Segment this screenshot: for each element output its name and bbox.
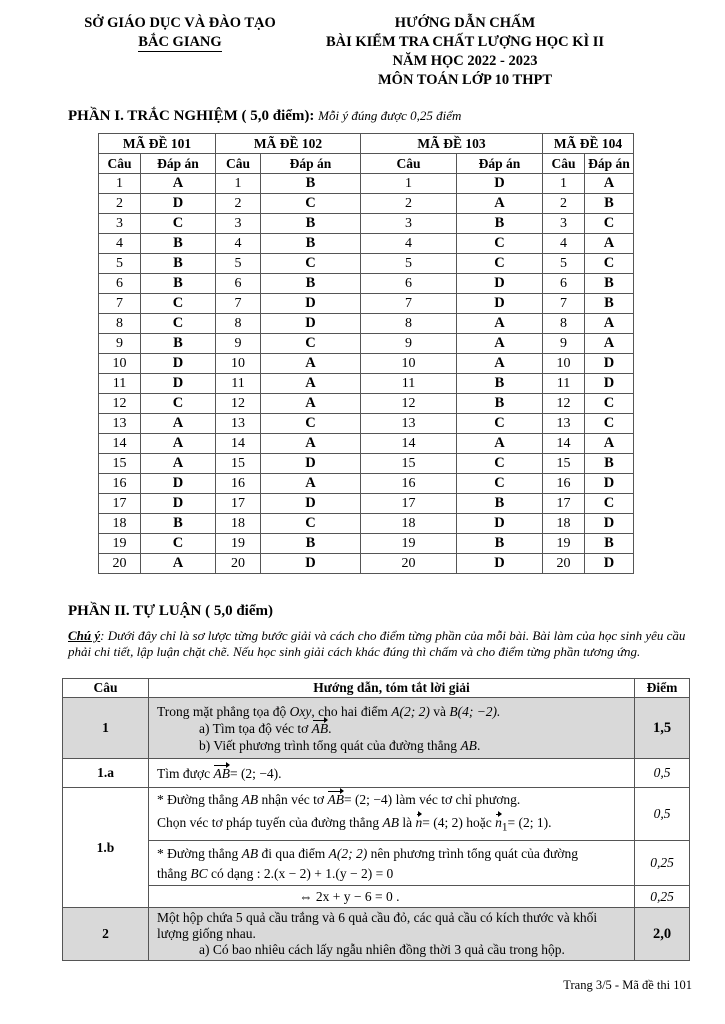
question-number: 20 <box>216 554 261 574</box>
mcq-row <box>99 374 634 394</box>
code-103: MÃ ĐỀ 103 <box>361 134 543 154</box>
question-number: 14 <box>216 434 261 454</box>
answer-cell: A <box>261 474 361 494</box>
answer-cell: A <box>261 374 361 394</box>
vector-ab: AB <box>327 792 344 808</box>
answer-cell: C <box>457 454 543 474</box>
question-number: 20 <box>361 554 457 574</box>
question-label: 1 <box>63 698 149 759</box>
question-number: 13 <box>216 414 261 434</box>
answer-cell: D <box>457 554 543 574</box>
answer-cell: D <box>457 174 543 194</box>
question-number: 10 <box>361 354 457 374</box>
mcq-row <box>99 294 634 314</box>
question-number: 13 <box>361 414 457 434</box>
answer-cell: D <box>261 314 361 334</box>
answer-cell: C <box>457 254 543 274</box>
mcq-answer-table <box>98 133 634 574</box>
col-answer: Đáp án <box>261 154 361 174</box>
answer-cell: A <box>457 354 543 374</box>
question-number: 20 <box>99 554 141 574</box>
question-number: 11 <box>216 374 261 394</box>
question-number: 5 <box>216 254 261 274</box>
question-number: 3 <box>216 214 261 234</box>
question-number: 19 <box>99 534 141 554</box>
mcq-row <box>99 174 634 194</box>
answer-cell: C <box>457 414 543 434</box>
answer-cell: B <box>261 274 361 294</box>
question-number: 2 <box>361 194 457 214</box>
question-number: 16 <box>99 474 141 494</box>
mcq-row <box>99 314 634 334</box>
answer-cell: C <box>261 414 361 434</box>
score: 1,5 <box>635 698 690 759</box>
answer-cell: B <box>457 394 543 414</box>
question-number: 3 <box>99 214 141 234</box>
code-row <box>99 134 634 154</box>
col-question: Câu <box>361 154 457 174</box>
question-number: 4 <box>216 234 261 254</box>
answer-cell: B <box>261 174 361 194</box>
answer-cell: D <box>585 514 634 534</box>
mcq-row <box>99 514 634 534</box>
question-number: 15 <box>361 454 457 474</box>
question-number: 6 <box>361 274 457 294</box>
vector-n1: n <box>495 815 502 831</box>
answer-1b-step1: * Đường thẳng AB nhận véc tơ AB= (2; −4) làm véc tơ chỉ phương. Chọn véc tơ pháp tuyến của đường thẳng AB là n= (4; 2) hoặc $n_1= (2$; 1). <box>149 788 635 841</box>
question-number: 8 <box>361 314 457 334</box>
answer-cell: A <box>141 554 216 574</box>
answer-cell: A <box>585 334 634 354</box>
answer-cell: D <box>261 454 361 474</box>
department-name: SỞ GIÁO DỤC VÀ ĐÀO TẠO <box>84 15 276 31</box>
province-name: BẮC GIANG <box>138 34 222 50</box>
answer-cell: A <box>457 194 543 214</box>
answer-cell: A <box>141 434 216 454</box>
vector-ab: AB <box>213 765 230 781</box>
question-number: 7 <box>99 294 141 314</box>
question-number: 10 <box>543 354 585 374</box>
vector-ab: AB <box>311 720 329 736</box>
answer-cell: C <box>141 394 216 414</box>
answer-cell: B <box>585 454 634 474</box>
answer-cell: D <box>141 494 216 514</box>
answer-cell: B <box>141 514 216 534</box>
answer-cell: D <box>585 354 634 374</box>
answer-1a-text: Tìm được AB= (2; −4). <box>149 759 635 788</box>
question-number: 20 <box>543 554 585 574</box>
question-number: 9 <box>361 334 457 354</box>
mcq-row <box>99 534 634 554</box>
answer-cell: C <box>141 314 216 334</box>
question-number: 3 <box>361 214 457 234</box>
answer-cell: B <box>261 534 361 554</box>
answer-cell: D <box>141 374 216 394</box>
question-number: 6 <box>216 274 261 294</box>
question-number: 9 <box>216 334 261 354</box>
answer-cell: D <box>457 294 543 314</box>
question-number: 6 <box>99 274 141 294</box>
question-label: 1.a <box>63 759 149 788</box>
question-number: 2 <box>99 194 141 214</box>
question-number: 2 <box>543 194 585 214</box>
col-guide: Hướng dẫn, tóm tắt lời giải <box>149 679 635 698</box>
col-cau: Câu <box>63 679 149 698</box>
question-number: 10 <box>99 354 141 374</box>
answer-cell: D <box>141 194 216 214</box>
answer-cell: D <box>585 374 634 394</box>
mcq-row <box>99 354 634 374</box>
question-number: 12 <box>216 394 261 414</box>
question-number: 10 <box>216 354 261 374</box>
answer-cell: C <box>261 514 361 534</box>
mcq-row <box>99 454 634 474</box>
vector-n: n <box>415 815 423 831</box>
question-number: 5 <box>361 254 457 274</box>
question-number: 17 <box>361 494 457 514</box>
answer-cell: C <box>141 214 216 234</box>
answer-cell: D <box>141 474 216 494</box>
answer-cell: A <box>457 314 543 334</box>
question-number: 9 <box>99 334 141 354</box>
question-number: 18 <box>543 514 585 534</box>
answer-1b-step2: * Đường thẳng AB đi qua điểm A(2; 2) nên phương trình tổng quát của đường thẳng BC có dạng : 2.(x − 2) + 1.(y − 2) = 0 <box>149 841 635 886</box>
answer-cell: A <box>261 434 361 454</box>
answer-cell: D <box>457 274 543 294</box>
answer-cell: D <box>457 514 543 534</box>
answer-cell: A <box>261 394 361 414</box>
part2-title: PHẦN II. TỰ LUẬN ( 5,0 điểm) <box>68 603 273 619</box>
question-number: 12 <box>543 394 585 414</box>
question-1-row <box>63 698 690 759</box>
col-answer: Đáp án <box>141 154 216 174</box>
school-year: NĂM HỌC 2022 - 2023 <box>392 53 538 69</box>
essay-table <box>62 678 690 961</box>
question-number: 8 <box>216 314 261 334</box>
question-number: 17 <box>99 494 141 514</box>
question-number: 11 <box>543 374 585 394</box>
answer-cell: B <box>585 194 634 214</box>
question-number: 14 <box>99 434 141 454</box>
essay-header-row <box>63 679 690 698</box>
column-header-row <box>99 154 634 174</box>
question-number: 7 <box>543 294 585 314</box>
answer-cell: D <box>141 354 216 374</box>
answer-cell: A <box>141 174 216 194</box>
mcq-row <box>99 434 634 454</box>
answer-cell: C <box>261 254 361 274</box>
answer-cell: A <box>585 174 634 194</box>
question-number: 17 <box>216 494 261 514</box>
score: 0,25 <box>635 841 690 886</box>
col-score: Điểm <box>635 679 690 698</box>
question-number: 8 <box>99 314 141 334</box>
answer-cell: D <box>261 494 361 514</box>
answer-cell: A <box>585 314 634 334</box>
question-number: 1 <box>216 174 261 194</box>
mcq-row <box>99 494 634 514</box>
score: 0,25 <box>635 886 690 908</box>
answer-cell: C <box>261 194 361 214</box>
answer-cell: B <box>585 534 634 554</box>
answer-cell: B <box>457 214 543 234</box>
score: 0,5 <box>635 788 690 841</box>
header-right <box>300 14 630 90</box>
doc-title: HƯỚNG DẪN CHẤM <box>394 15 536 31</box>
answer-cell: A <box>585 234 634 254</box>
col-answer: Đáp án <box>585 154 634 174</box>
note-label: Chú ý <box>68 628 101 643</box>
code-104: MÃ ĐỀ 104 <box>543 134 634 154</box>
col-question: Câu <box>99 154 141 174</box>
question-1-text: Trong mặt phẳng tọa độ Oxy, cho hai điểm A(2; 2) và B(4; −2). a) Tìm tọa độ véc tơ AB. b) Viết phương trình tổng quát của đường thẳng AB. <box>149 698 635 759</box>
mcq-row <box>99 194 634 214</box>
answer-cell: A <box>457 334 543 354</box>
mcq-row <box>99 414 634 434</box>
col-question: Câu <box>543 154 585 174</box>
question-number: 16 <box>543 474 585 494</box>
answer-cell: B <box>261 214 361 234</box>
question-number: 13 <box>99 414 141 434</box>
question-2-row <box>63 908 690 961</box>
question-number: 19 <box>216 534 261 554</box>
answer-cell: A <box>141 414 216 434</box>
question-number: 16 <box>361 474 457 494</box>
question-number: 15 <box>543 454 585 474</box>
question-number: 15 <box>99 454 141 474</box>
answer-cell: C <box>585 494 634 514</box>
question-number: 11 <box>361 374 457 394</box>
header-left <box>70 14 290 52</box>
question-number: 18 <box>99 514 141 534</box>
mcq-row <box>99 334 634 354</box>
mcq-row <box>99 394 634 414</box>
answer-cell: B <box>585 294 634 314</box>
question-label: 1.b <box>63 788 149 908</box>
answer-cell: C <box>457 474 543 494</box>
question-number: 5 <box>99 254 141 274</box>
mcq-row <box>99 234 634 254</box>
mcq-row <box>99 214 634 234</box>
question-number: 1 <box>361 174 457 194</box>
question-number: 13 <box>543 414 585 434</box>
score: 2,0 <box>635 908 690 961</box>
question-label: 2 <box>63 908 149 961</box>
mcq-row <box>99 554 634 574</box>
question-number: 11 <box>99 374 141 394</box>
note-text: : Dưới đây chỉ là sơ lược từng bước giải và cách cho điểm từng phần của mỗi bài. Bài làm của học sinh yêu cầu phải chi tiết, lập luận chặt chẽ. Nếu học sinh giải cách khác đúng thì chấm và cho điểm từng phần tương ứng. <box>68 628 686 659</box>
answer-cell: C <box>457 234 543 254</box>
answer-cell: D <box>261 294 361 314</box>
question-1b-row-3 <box>63 886 690 908</box>
answer-cell: B <box>585 274 634 294</box>
answer-cell: C <box>585 214 634 234</box>
answer-cell: C <box>261 334 361 354</box>
question-number: 4 <box>99 234 141 254</box>
answer-cell: A <box>457 434 543 454</box>
question-number: 14 <box>361 434 457 454</box>
answer-1b-step3: ⇔ 2x + y − 6 = 0 . <box>149 886 635 908</box>
question-number: 1 <box>99 174 141 194</box>
question-number: 4 <box>361 234 457 254</box>
subject-name: MÔN TOÁN LỚP 10 THPT <box>377 72 553 88</box>
code-102: MÃ ĐỀ 102 <box>216 134 361 154</box>
mcq-row <box>99 254 634 274</box>
answer-cell: B <box>141 254 216 274</box>
mcq-body <box>99 174 634 574</box>
mcq-row <box>99 474 634 494</box>
question-number: 3 <box>543 214 585 234</box>
question-number: 2 <box>216 194 261 214</box>
question-2-text: Một hộp chứa 5 quả cầu trắng và 6 quả cầu đỏ, các quả cầu có kích thước và khối lượng giống nhau. a) Có bao nhiêu cách lấy ngẫu nhiên đồng thời 3 quả cầu trong hộp. <box>149 908 635 961</box>
col-question: Câu <box>216 154 261 174</box>
question-1b-row-2 <box>63 841 690 886</box>
answer-cell: B <box>141 234 216 254</box>
mcq-row <box>99 274 634 294</box>
part1-title: PHẦN I. TRẮC NGHIỆM ( 5,0 điểm): <box>68 108 315 124</box>
answer-cell: C <box>141 294 216 314</box>
score: 0,5 <box>635 759 690 788</box>
question-number: 12 <box>361 394 457 414</box>
col-answer: Đáp án <box>457 154 543 174</box>
part1-heading <box>68 108 461 125</box>
question-number: 18 <box>361 514 457 534</box>
answer-cell: C <box>141 534 216 554</box>
question-number: 18 <box>216 514 261 534</box>
answer-cell: A <box>141 454 216 474</box>
answer-cell: D <box>261 554 361 574</box>
question-number: 5 <box>543 254 585 274</box>
question-number: 6 <box>543 274 585 294</box>
answer-cell: C <box>585 394 634 414</box>
code-101: MÃ ĐỀ 101 <box>99 134 216 154</box>
question-number: 8 <box>543 314 585 334</box>
part1-subtitle: Mỗi ý đúng được 0,25 điểm <box>318 108 462 123</box>
question-number: 1 <box>543 174 585 194</box>
question-number: 15 <box>216 454 261 474</box>
answer-cell: A <box>585 434 634 454</box>
question-1a-row <box>63 759 690 788</box>
question-number: 12 <box>99 394 141 414</box>
answer-cell: B <box>457 374 543 394</box>
question-number: 14 <box>543 434 585 454</box>
question-number: 4 <box>543 234 585 254</box>
answer-cell: B <box>457 534 543 554</box>
question-number: 19 <box>543 534 585 554</box>
answer-cell: B <box>261 234 361 254</box>
exam-name: BÀI KIỂM TRA CHẤT LƯỢNG HỌC KÌ II <box>325 34 605 50</box>
answer-cell: D <box>585 474 634 494</box>
answer-cell: B <box>141 274 216 294</box>
question-number: 7 <box>361 294 457 314</box>
grading-note <box>68 628 693 660</box>
question-number: 9 <box>543 334 585 354</box>
question-number: 7 <box>216 294 261 314</box>
answer-cell: B <box>457 494 543 514</box>
answer-cell: C <box>585 254 634 274</box>
question-1b-row-1 <box>63 788 690 841</box>
answer-cell: B <box>141 334 216 354</box>
answer-cell: C <box>585 414 634 434</box>
answer-cell: D <box>585 554 634 574</box>
answer-cell: A <box>261 354 361 374</box>
question-number: 16 <box>216 474 261 494</box>
question-number: 17 <box>543 494 585 514</box>
page-footer: Trang 3/5 - Mã đề thi 101 <box>563 978 692 992</box>
question-number: 19 <box>361 534 457 554</box>
